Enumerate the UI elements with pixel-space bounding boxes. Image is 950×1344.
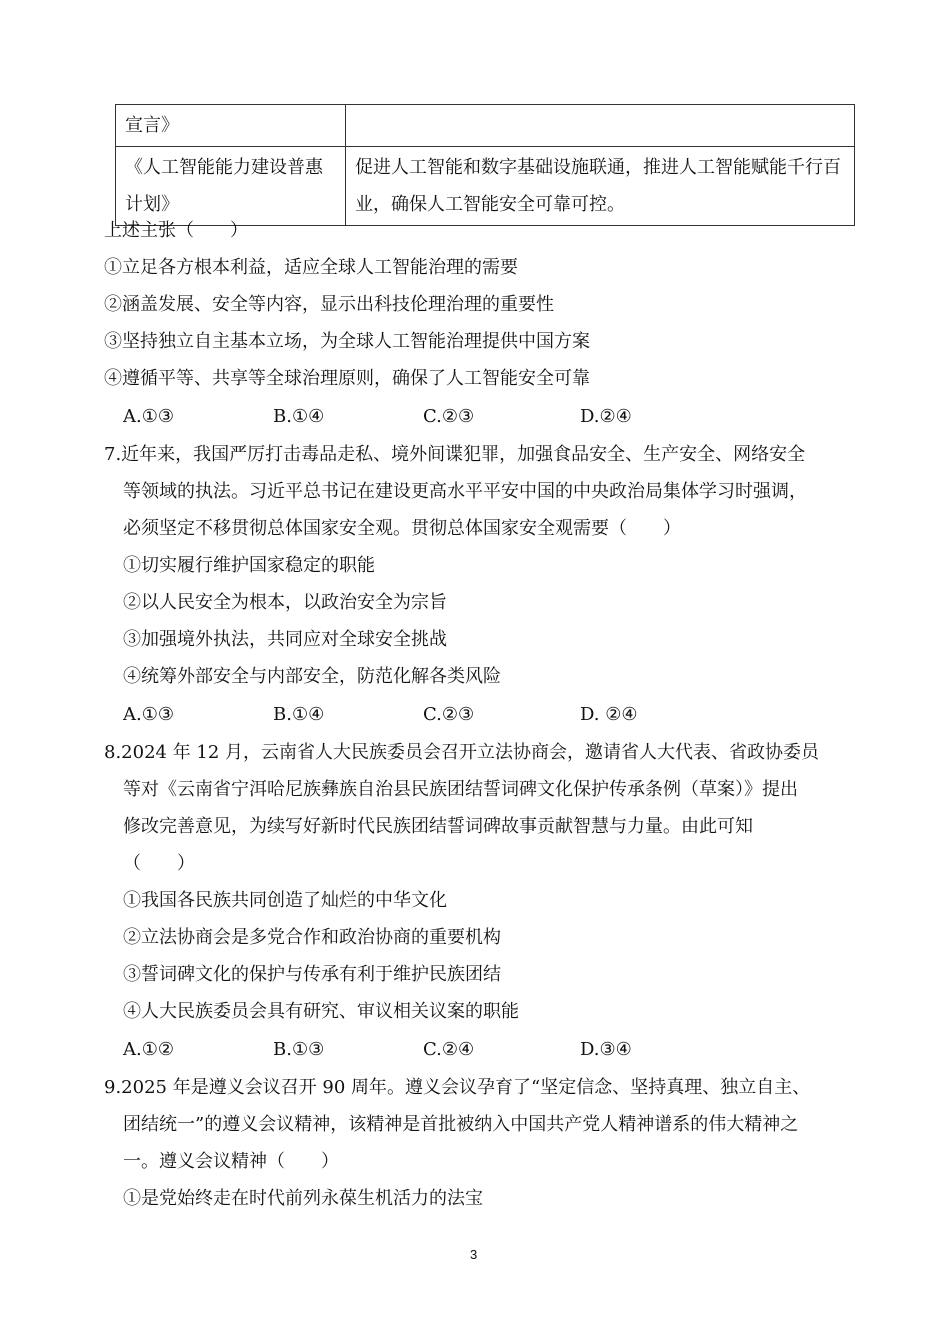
q7-option-d: D. ②④ (580, 704, 638, 725)
q6-item: ②涵盖发展、安全等内容，显示出科技伦理治理的重要性 (104, 294, 554, 315)
table-row (116, 105, 855, 147)
q8-item: ④人大民族委员会具有研究、审议相关议案的职能 (123, 1001, 519, 1022)
q9-stem-line: 一。遵义会议精神（ ） (123, 1151, 339, 1172)
q8-option-a: A.①② (123, 1039, 174, 1060)
q8-option-d: D.③④ (580, 1039, 632, 1060)
q6-options (0, 404, 950, 430)
q9-stem-line: 9.2025 年是遵义会议召开 90 周年。遵义会议孕育了“坚定信念、坚持真理、独立自主、 (104, 1077, 811, 1098)
q7-option-a: A.①③ (123, 704, 174, 725)
q7-option-c: C.②③ (423, 704, 475, 725)
q8-stem-line: 修改完善意见，为续写好新时代民族团结誓词碑故事贡献智慧与力量。由此可知 (123, 816, 753, 837)
q8-stem-line: 8.2024 年 12 月，云南省人大民族委员会召开立法协商会，邀请省人大代表、省政协委员 (104, 742, 820, 763)
q8-option-c: C.②④ (423, 1039, 475, 1060)
q6-option-b: B.①④ (273, 406, 325, 427)
table-cell: 促进人工智能和数字基础设施联通，推进人工智能赋能千行百业，确保人工智能安全可靠可控。 (346, 147, 855, 226)
table-cell: 宣言》 (116, 105, 346, 147)
q8-stem-line: 等对《云南省宁洱哈尼族彝族自治县民族团结誓词碑文化保护传承条例（草案）》提出 (123, 779, 798, 800)
q9-stem-line: 团结统一”的遵义会议精神，该精神是首批被纳入中国共产党人精神谱系的伟大精神之 (123, 1114, 799, 1135)
q7-stem-line: 必须坚定不移贯彻总体国家安全观。贯彻总体国家安全观需要（ ） (123, 518, 681, 539)
q6-item: ①立足各方根本利益，适应全球人工智能治理的需要 (104, 257, 518, 278)
q7-item: ②以人民安全为根本，以政治安全为宗旨 (123, 592, 447, 613)
q7-stem-line: 等领域的执法。习近平总书记在建设更高水平平安中国的中央政治局集体学习时强调， (123, 481, 807, 502)
q7-item: ③加强境外执法，共同应对全球安全挑战 (123, 629, 447, 650)
q7-item: ①切实履行维护国家稳定的职能 (123, 555, 375, 576)
q8-item: ②立法协商会是多党合作和政治协商的重要机构 (123, 927, 501, 948)
q7-option-b: B.①④ (273, 704, 325, 725)
q6-item: ④遵循平等、共享等全球治理原则，确保了人工智能安全可靠 (104, 368, 590, 389)
q6-option-d: D.②④ (580, 406, 632, 427)
q8-options (0, 1037, 950, 1063)
q6-option-c: C.②③ (423, 406, 475, 427)
q7-options (0, 702, 950, 728)
q6-item: ③坚持独立自主基本立场，为全球人工智能治理提供中国方案 (104, 331, 590, 352)
q6-option-a: A.①③ (123, 406, 174, 427)
q8-stem-line: （ ） (123, 853, 195, 874)
table-row (116, 147, 855, 226)
table-cell: 《人工智能能力建设普惠计划》 (116, 147, 346, 226)
info-table (115, 104, 855, 226)
q8-item: ①我国各民族共同创造了灿烂的中华文化 (123, 890, 447, 911)
q6-stem: 上述主张（ ） (104, 220, 248, 241)
q7-stem-line: 7.近年来，我国严厉打击毒品走私、境外间谍犯罪，加强食品安全、生产安全、网络安全 (104, 444, 806, 465)
q8-item: ③誓词碑文化的保护与传承有利于维护民族团结 (123, 964, 501, 985)
q9-item: ①是党始终走在时代前列永葆生机活力的法宝 (123, 1188, 483, 1209)
table-cell (346, 105, 855, 147)
q8-option-b: B.①③ (273, 1039, 325, 1060)
page-number: 3 (470, 1247, 478, 1262)
q7-item: ④统筹外部安全与内部安全，防范化解各类风险 (123, 666, 501, 687)
